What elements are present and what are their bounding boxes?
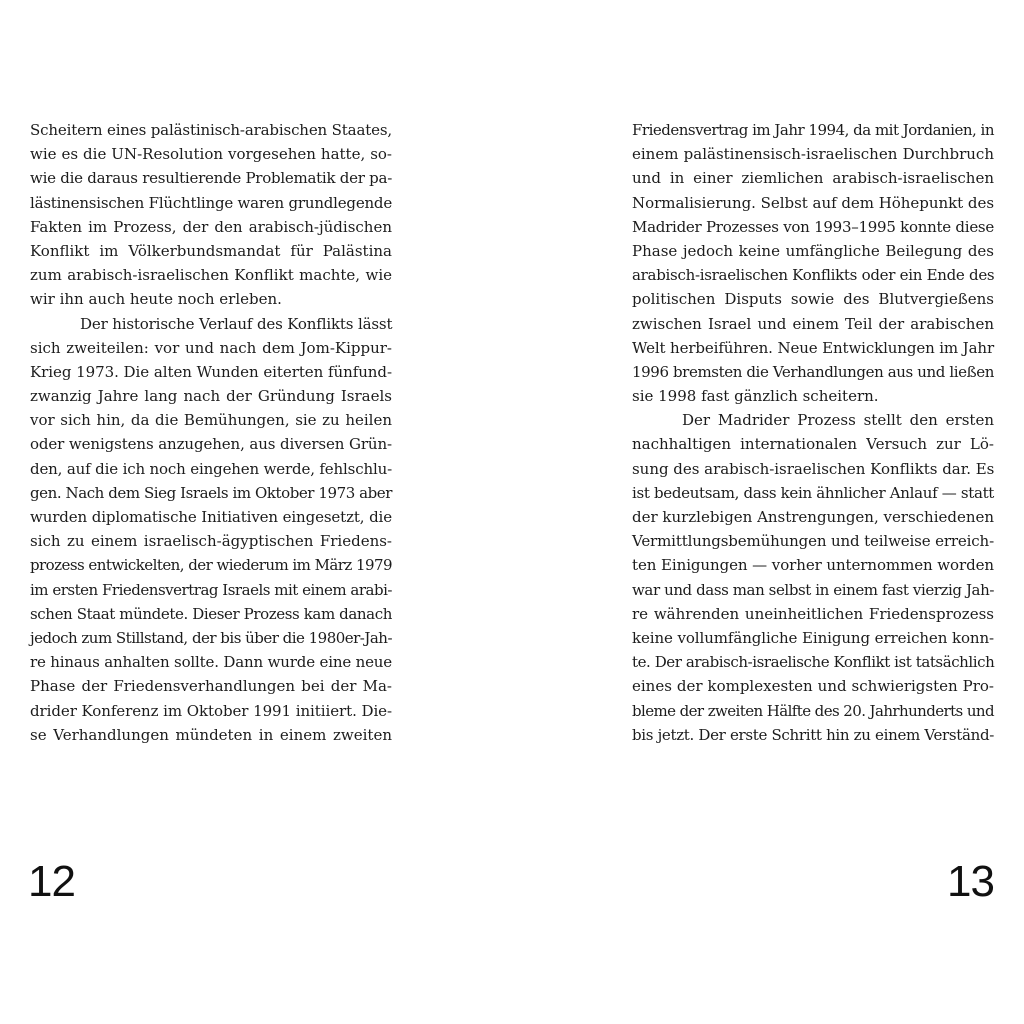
text-line: Madrider Prozesses von 1993–1995 konnte diese <box>632 217 994 236</box>
text-line: sie 1998 fast gänzlich scheitern. <box>632 387 879 406</box>
text-line: schen Staat mündete. Dieser Prozess kam danach <box>30 604 392 623</box>
text-line: vor sich hin, da die Bemühungen, sie zu heilen <box>30 411 392 430</box>
text-line: politischen Disputs sowie des Blutvergießens <box>632 290 994 309</box>
text-line: wir ihn auch heute noch erleben. <box>30 290 282 309</box>
text-line: nachhaltigen internationalen Versuch zur Lö- <box>632 435 994 454</box>
text-line: sich zu einem israelisch-ägyptischen Friedens- <box>30 532 392 551</box>
text-line: war und dass man selbst in einem fast vierzig Jah- <box>632 580 994 599</box>
text-line: gen. Nach dem Sieg Israels im Oktober 1973 aber <box>30 483 392 502</box>
text-line: zum arabisch-israelischen Konflikt machte, wie <box>30 266 392 285</box>
text-line: Phase jedoch keine umfängliche Beilegung des <box>632 241 994 260</box>
left-page-text <box>30 118 392 747</box>
text-line: zwanzig Jahre lang nach der Gründung Israels <box>30 387 392 406</box>
text-line: bleme der zweiten Hälfte des 20. Jahrhunderts und <box>632 701 994 720</box>
text-line: Normalisierung. Selbst auf dem Höhepunkt des <box>632 193 994 212</box>
text-line: wurden diplomatische Initiativen eingesetzt, die <box>30 508 392 526</box>
text-line: bis jetzt. Der erste Schritt hin zu einem Verständ- <box>632 725 994 744</box>
text-line: den, auf die ich noch eingehen werde, fehlschlu- <box>30 459 392 478</box>
text-line: keine vollumfängliche Einigung erreichen konn- <box>632 628 994 647</box>
text-line: drider Konferenz im Oktober 1991 initiiert. Die- <box>30 701 392 720</box>
text-line: wie es die UN-Resolution vorgesehen hatte, so- <box>30 145 392 164</box>
text-line: oder wenigstens anzugehen, aus diversen Grün- <box>30 435 392 454</box>
text-line: jedoch zum Stillstand, der bis über die 1980er-Jah- <box>30 628 392 647</box>
text-line: Phase der Friedensverhandlungen bei der Ma- <box>30 677 392 696</box>
text-line: ten Einigungen — vorher unternommen worden <box>632 556 994 575</box>
text-line: und in einer ziemlichen arabisch-israelischen <box>632 169 994 188</box>
text-line: einem palästinensisch-israelischen Durchbruch <box>632 145 994 164</box>
text-line: der kurzlebigen Anstrengungen, verschiedenen <box>632 508 994 526</box>
text-line: Friedensvertrag im Jahr 1994, da mit Jordanien, in <box>632 121 994 139</box>
right-page-text <box>632 118 994 747</box>
text-line: re währenden uneinheitlichen Friedensprozess <box>632 604 994 623</box>
text-line: Vermittlungsbemühungen und teilweise erreich- <box>632 532 994 551</box>
text-line: re hinaus anhalten sollte. Dann wurde eine neue <box>30 653 392 672</box>
text-line: 1996 bremsten die Verhandlungen aus und ließen <box>632 362 994 381</box>
text-line: Scheitern eines palästinisch-arabischen Staates, <box>30 121 392 139</box>
text-line: ist bedeutsam, dass kein ähnlicher Anlauf — statt <box>632 483 994 502</box>
text-line: se Verhandlungen mündeten in einem zweiten <box>30 725 392 744</box>
text-line: Konflikt im Völkerbundsmandat für Palästina <box>30 241 392 260</box>
text-line: eines der komplexesten und schwierigsten Pro- <box>632 677 994 696</box>
right-page <box>512 0 1024 1024</box>
text-line: im ersten Friedensvertrag Israels mit einem arabi- <box>30 580 392 599</box>
text-line: prozess entwickelten, der wiederum im März 1979 <box>30 556 392 575</box>
text-line: sung des arabisch-israelischen Konflikts dar. Es <box>632 459 995 478</box>
text-line: te. Der arabisch-israelische Konflikt ist tatsächlich <box>632 653 995 672</box>
text-line: lästinensischen Flüchtlinge waren grundlegende <box>30 193 392 212</box>
text-line: arabisch-israelischen Konflikts oder ein Ende des <box>632 266 995 285</box>
text-line: Welt herbeiführen. Neue Entwicklungen im Jahr <box>632 338 994 357</box>
text-line: zwischen Israel und einem Teil der arabischen <box>632 314 994 333</box>
text-line: Krieg 1973. Die alten Wunden eiterten fünfund- <box>30 362 392 381</box>
text-line: Der historische Verlauf des Konflikts lässt <box>80 314 393 333</box>
page-number: 12 <box>28 857 75 906</box>
text-line: Fakten im Prozess, der den arabisch-jüdischen <box>30 217 392 236</box>
text-line: sich zweiteilen: vor und nach dem Jom-Kippur- <box>30 338 392 357</box>
text-line: wie die daraus resultierende Problematik der pa- <box>30 169 392 188</box>
text-line: Der Madrider Prozess stellt den ersten <box>682 411 994 430</box>
page-number: 13 <box>947 857 994 906</box>
